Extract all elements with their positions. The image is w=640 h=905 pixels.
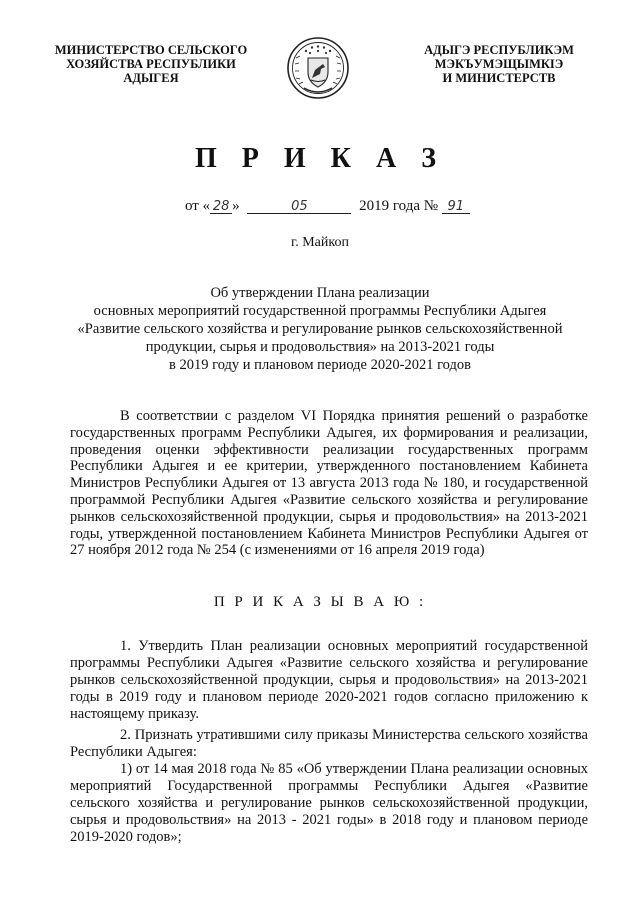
- republic-of-adygea-coat-of-arms-icon: [286, 36, 350, 100]
- subject-line: в 2019 году и плановом периоде 2020-2021 годов: [169, 357, 471, 373]
- handwritten-month: 05: [247, 200, 351, 214]
- header-line: МЭКЪУМЭЩЫМКIЭ: [434, 57, 564, 71]
- legal-basis-paragraph: В соответствии с разделом VI Порядка принятия решений о разработке государственных программ Республики Адыгея, их формирования и реализации, проведения оценки эффективности реализации государственных программ Республики Адыгея и ее критерии, утвержденного постановлением Кабинета Министров Республики Адыгея от 13 августа 2013 года № 180, и государственной программой Республики Адыгея «Развитие сельского хозяйства и регулирование рынков сельскохозяйственной продукции, сырья и продовольствия» на 2013-2021 годы, утвержденной постановлением Кабинета Министров Республики Адыгея от 27 ноября 2012 года № 254 (с изменениями от 16 апреля 2019 года): [70, 408, 588, 559]
- header-line: И МИНИСТЕРСТВ: [442, 71, 556, 85]
- order-item-2: 2. Признать утратившими силу приказы Министерства сельского хозяйства Республики Адыгея:: [70, 727, 588, 760]
- handwritten-order-number: 91: [442, 200, 470, 214]
- order-item-2-subitem-1: 1) от 14 мая 2018 года № 85 «Об утверждении Плана реализации основных мероприятий Государственной программы Республики Адыгея «Развитие сельского хозяйства и регулирование рынков сельскохозяйственной продукции, сырья и продовольствия» на 2013 - 2021 годы» в 2018 году и плановом периоде 2019-2020 годов»;: [70, 761, 588, 845]
- date-quote-close: »: [232, 198, 240, 214]
- handwritten-day: 28: [210, 200, 232, 214]
- year-and-number-label: 2019 года №: [359, 198, 439, 214]
- header-line: АДЫГЭ РЕСПУБЛИКЭМ: [424, 43, 574, 57]
- header-line: МИНИСТЕРСТВО СЕЛЬСКОГО: [54, 43, 248, 57]
- subject-line: Об утверждении Плана реализации: [210, 285, 430, 301]
- order-subject: [60, 284, 580, 374]
- order-date-number-line: [185, 198, 470, 215]
- ministry-header-russian: [38, 43, 264, 85]
- subject-line: продукции, сырья и продовольствия» на 2013-2021 годы: [145, 339, 495, 355]
- date-prefix: от «: [185, 198, 211, 214]
- document-title: П Р И К А З: [195, 143, 445, 174]
- city-line: г. Майкоп: [291, 235, 349, 250]
- subject-line: «Развитие сельского хозяйства и регулирование рынков сельскохозяйственной: [77, 321, 563, 337]
- header-line: АДЫГЕЯ: [123, 71, 179, 85]
- orders-heading: П Р И К А З Ы В А Ю :: [213, 594, 427, 610]
- order-item-1: 1. Утвердить План реализации основных мероприятий государственной программы Республики Адыгея «Развитие сельского хозяйства и регулирование рынков сельскохозяйственной продукции, сырья и продовольствия» на 2013-2021 годы в 2019 году и плановом периоде 2020-2021 годов согласно приложению к настоящему приказу.: [70, 638, 588, 722]
- ministry-header-adyghe: [396, 43, 602, 85]
- subject-line: основных мероприятий государственной программы Республики Адыгея: [93, 303, 547, 319]
- header-line: ХОЗЯЙСТВА РЕСПУБЛИКИ: [66, 57, 236, 71]
